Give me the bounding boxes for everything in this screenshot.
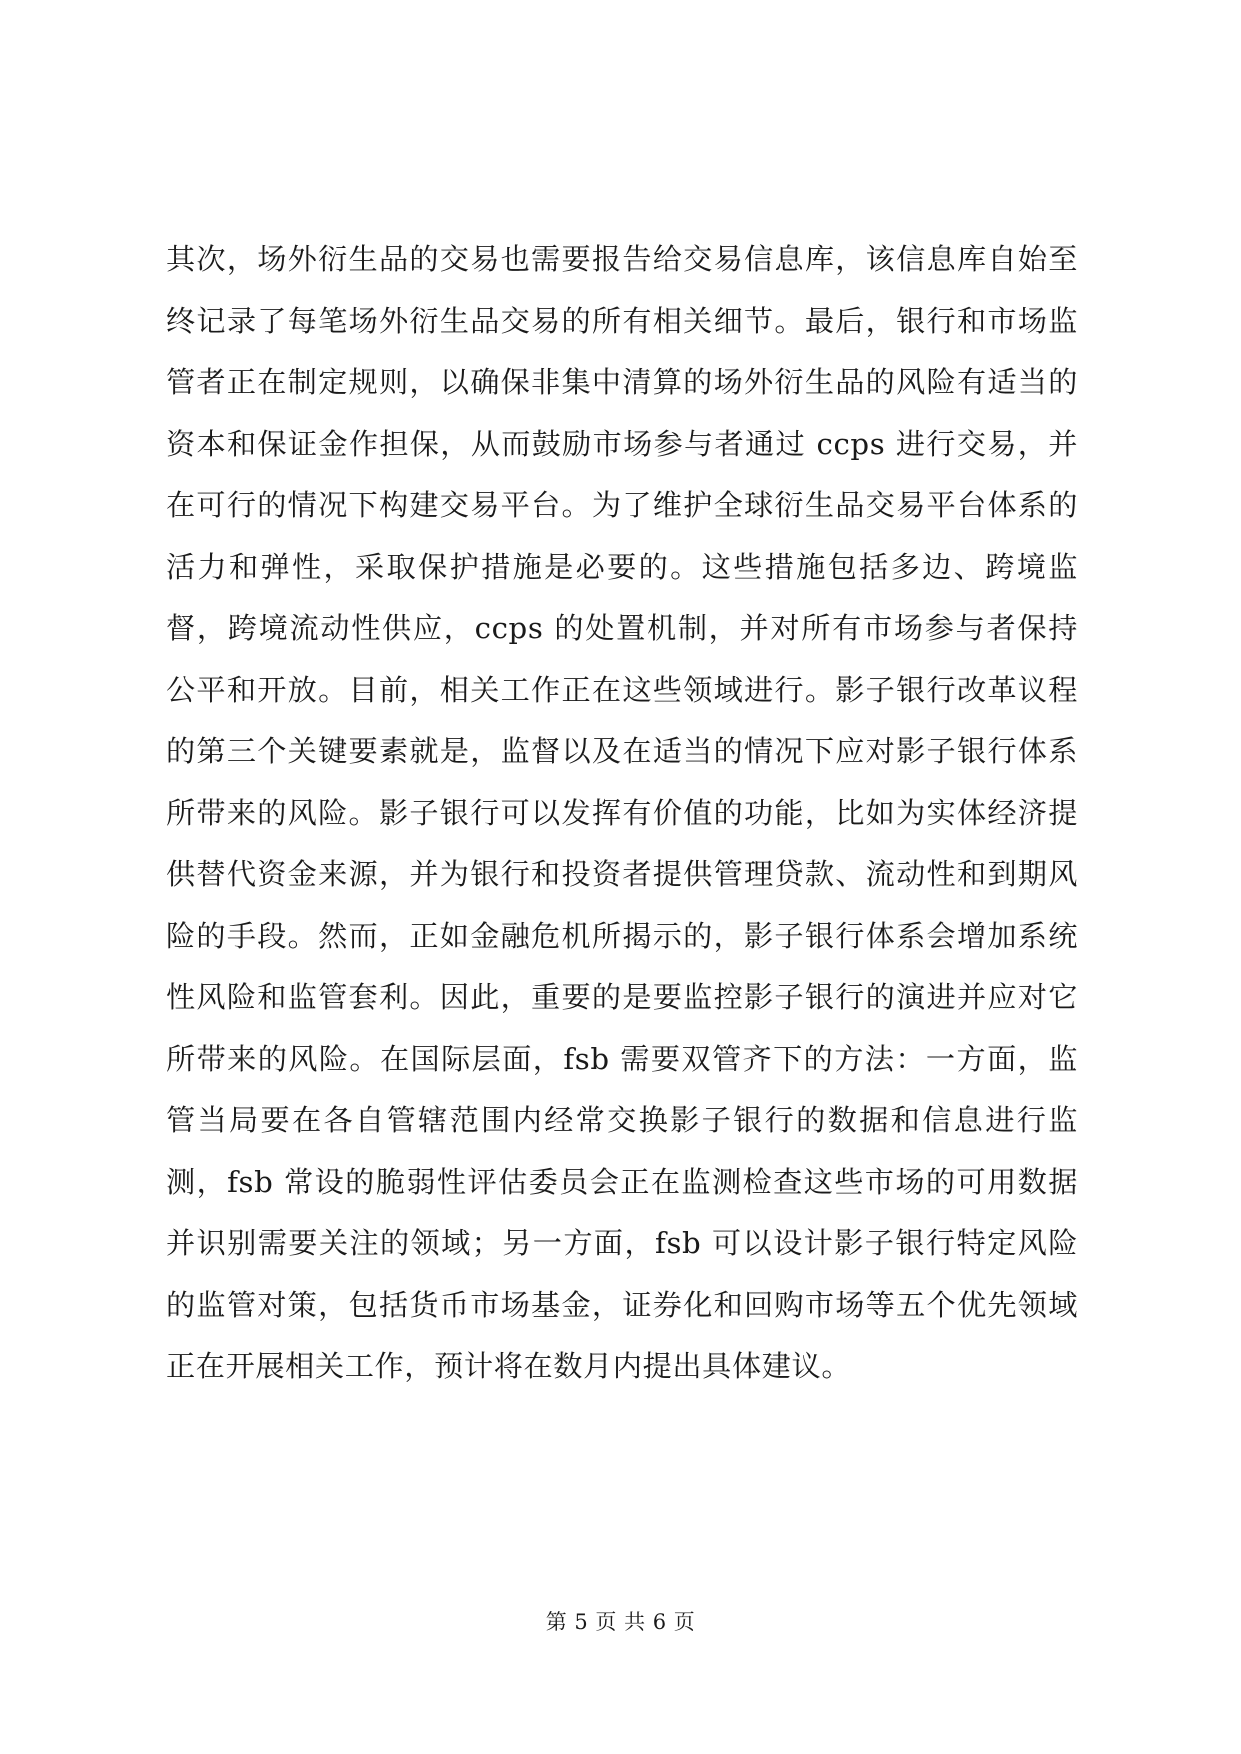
body-paragraph: 其次，场外衍生品的交易也需要报告给交易信息库，该信息库自始至终记录了每笔场外衍生品交易的所有相关细节。最后，银行和市场监管者正在制定规则，以确保非集中清算的场外衍生品的风险有适当的资本和保证金作担保，从而鼓励市场参与者通过 ccps 进行交易，并在可行的情况下构建交易平台。为了维护全球衍生品交易平台体系的活力和弹性，采取保护措施是必要的。这些措施包括多边、跨境监督，跨境流动性供应，ccps 的处置机制，并对所有市场参与者保持公平和开放。目前，相关工作正在这些领域进行。影子银行改革议程的第三个关键要素就是，监督以及在适当的情况下应对影子银行体系所带来的风险。影子银行可以发挥有价值的功能，比如为实体经济提供替代资金来源，并为银行和投资者提供管理贷款、流动性和到期风险的手段。然而，正如金融危机所揭示的，影子银行体系会增加系统性风险和监管套利。因此，重要的是要监控影子银行的演进并应对它所带来的风险。在国际层面，fsb 需要双管齐下的方法：一方面，监管当局要在各自管辖范围内经常交换影子银行的数据和信息进行监测，fsb 常设的脆弱性评估委员会正在监测检查这些市场的可用数据并识别需要关注的领域；另一方面，fsb 可以设计影子银行特定风险的监管对策，包括货币市场基金，证券化和回购市场等五个优先领域正在开展相关工作，预计将在数月内提出具体建议。 <box>166 242 1078 1383</box>
page-footer: 第 5 页 共 6 页 <box>545 1610 696 1634</box>
